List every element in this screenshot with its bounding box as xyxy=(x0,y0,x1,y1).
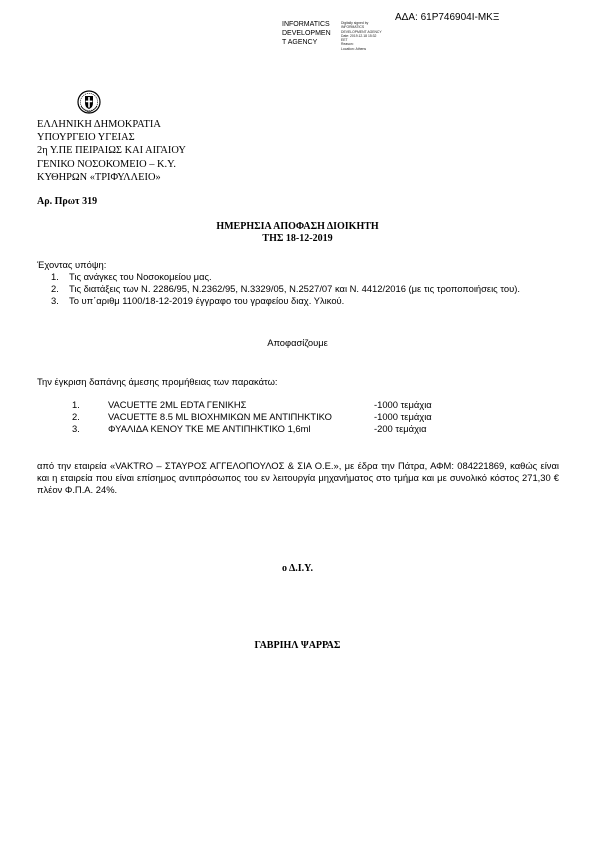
table-row xyxy=(72,411,464,423)
header-line: ΥΠΟΥΡΓΕΙΟ ΥΓΕΙΑΣ xyxy=(37,132,135,144)
list-item-text: Το υπ΄αριθμ 1100/18-12-2019 έγγραφο του γραφείου διαχ. Υλικού. xyxy=(69,295,345,306)
items-list xyxy=(72,399,464,435)
list-item xyxy=(51,271,561,283)
item-quantity: -1000 τεμάχια xyxy=(374,399,432,410)
stamp-detail: Digitally signed by xyxy=(341,21,369,25)
stamp-line: T AGENCY xyxy=(282,39,318,46)
header-line: ΕΛΛΗΝΙΚΗ ΔΗΜΟΚΡΑΤΙΑ xyxy=(37,119,161,130)
stamp-detail: DEVELOPMENT AGENCY xyxy=(341,29,382,34)
list-item-number: 3. xyxy=(51,295,59,306)
header-line: ΓΕΝΙΚΟ ΝΟΣΟΚΟΜΕΙΟ – Κ.Υ. xyxy=(37,158,176,170)
considerations-list xyxy=(51,271,561,307)
item-number: 2. xyxy=(72,411,80,422)
considering-label: Έχοντας υπόψη: xyxy=(37,259,107,270)
item-description: VACUETTE 8.5 ML ΒΙΟΧΗΜΙΚΩΝ ΜΕ ΑΝΤΙΠΗΚΤΙΚΟ xyxy=(108,411,332,422)
ada-code: ΑΔΑ: 61Ρ746904Ι-ΜΚΞ xyxy=(395,12,500,23)
table-row xyxy=(72,399,464,411)
stamp-detail: Reason: xyxy=(341,42,354,47)
item-number: 3. xyxy=(72,423,80,434)
stamp-detail: INFORMATICS xyxy=(341,25,365,30)
header-line: ΚΥΘΗΡΩΝ «ΤΡΙΦΥΛΛΕΙΟ» xyxy=(37,171,161,183)
supplier-paragraph: από την εταιρεία «VAKTRO – ΣΤΑΥΡΟΣ ΑΓΓΕΛΟΠΟΥΛΟΣ & ΣΙΑ Ο.Ε.», με έδρα την Πάτρα, ΑΦΜ: 084221869, καθώς είναι και η εταιρεία που είναι επίσημος αντιπρόσωπος του εν λειτουργία μηχανήματος στο τμήμα και με συνολικό κόστος 271,30 € πλέον Φ.Π.Α. 24%. xyxy=(37,460,559,495)
stamp-detail: Location: Athens xyxy=(341,46,367,51)
digital-signature-details xyxy=(341,21,401,51)
header-line: 2η Υ.ΠΕ ΠΕΙΡΑΙΩΣ ΚΑΙ ΑΙΓΑΙΟΥ xyxy=(37,145,186,157)
signer-name: ΓΑΒΡΙΗΛ ΨΑΡΡΑΣ xyxy=(254,640,341,651)
list-item xyxy=(51,283,561,295)
item-description: VACUETTE 2ML EDTA ΓΕΝΙΚΗΣ xyxy=(108,399,247,410)
table-row xyxy=(72,423,464,435)
list-item-text: Τις διατάξεις των Ν. 2286/95, Ν.2362/95, Ν.3329/05, Ν.2527/07 και Ν. 4412/2016 (με τις τροποποιήσεις του). xyxy=(69,283,520,294)
approval-text: Την έγκριση δαπάνης άμεσης προμήθειας των παρακάτω: xyxy=(37,376,278,387)
stamp-detail: EET xyxy=(341,38,348,43)
stamp-line: DEVELOPMEN xyxy=(282,30,331,37)
stamp-line: INFORMATICS xyxy=(282,21,330,28)
item-quantity: -200 τεμάχια xyxy=(374,423,427,434)
document-title: ΗΜΕΡΗΣΙΑ ΑΠΟΦΑΣΗ ΔΙΟΙΚΗΤΗ xyxy=(216,221,379,232)
protocol-number: Αρ. Πρωτ 319 xyxy=(37,196,98,207)
list-item xyxy=(51,295,561,307)
list-item-number: 1. xyxy=(51,271,59,282)
authority-header xyxy=(37,118,186,184)
item-description: ΦΥΑΛΙΔΑ ΚΕΝΟΥ ΤΚΕ ΜΕ ΑΝΤΙΠΗΚΤΙΚΟ 1,6ml xyxy=(108,423,311,434)
list-item-text: Τις ανάγκες του Νοσοκομείου μας. xyxy=(69,271,212,282)
stamp-detail: Date: 2019.12.18 15:32 xyxy=(341,33,377,38)
document-date: ΤΗΣ 18-12-2019 xyxy=(262,233,333,244)
list-item-number: 2. xyxy=(51,283,59,294)
item-number: 1. xyxy=(72,399,80,410)
digital-signature-stamp xyxy=(282,20,342,47)
signer-role: ο Δ.Ι.Υ. xyxy=(282,563,313,574)
item-quantity: -1000 τεμάχια xyxy=(374,411,432,422)
decision-label: Αποφασίζουμε xyxy=(267,337,328,348)
greek-emblem-icon xyxy=(77,90,101,114)
